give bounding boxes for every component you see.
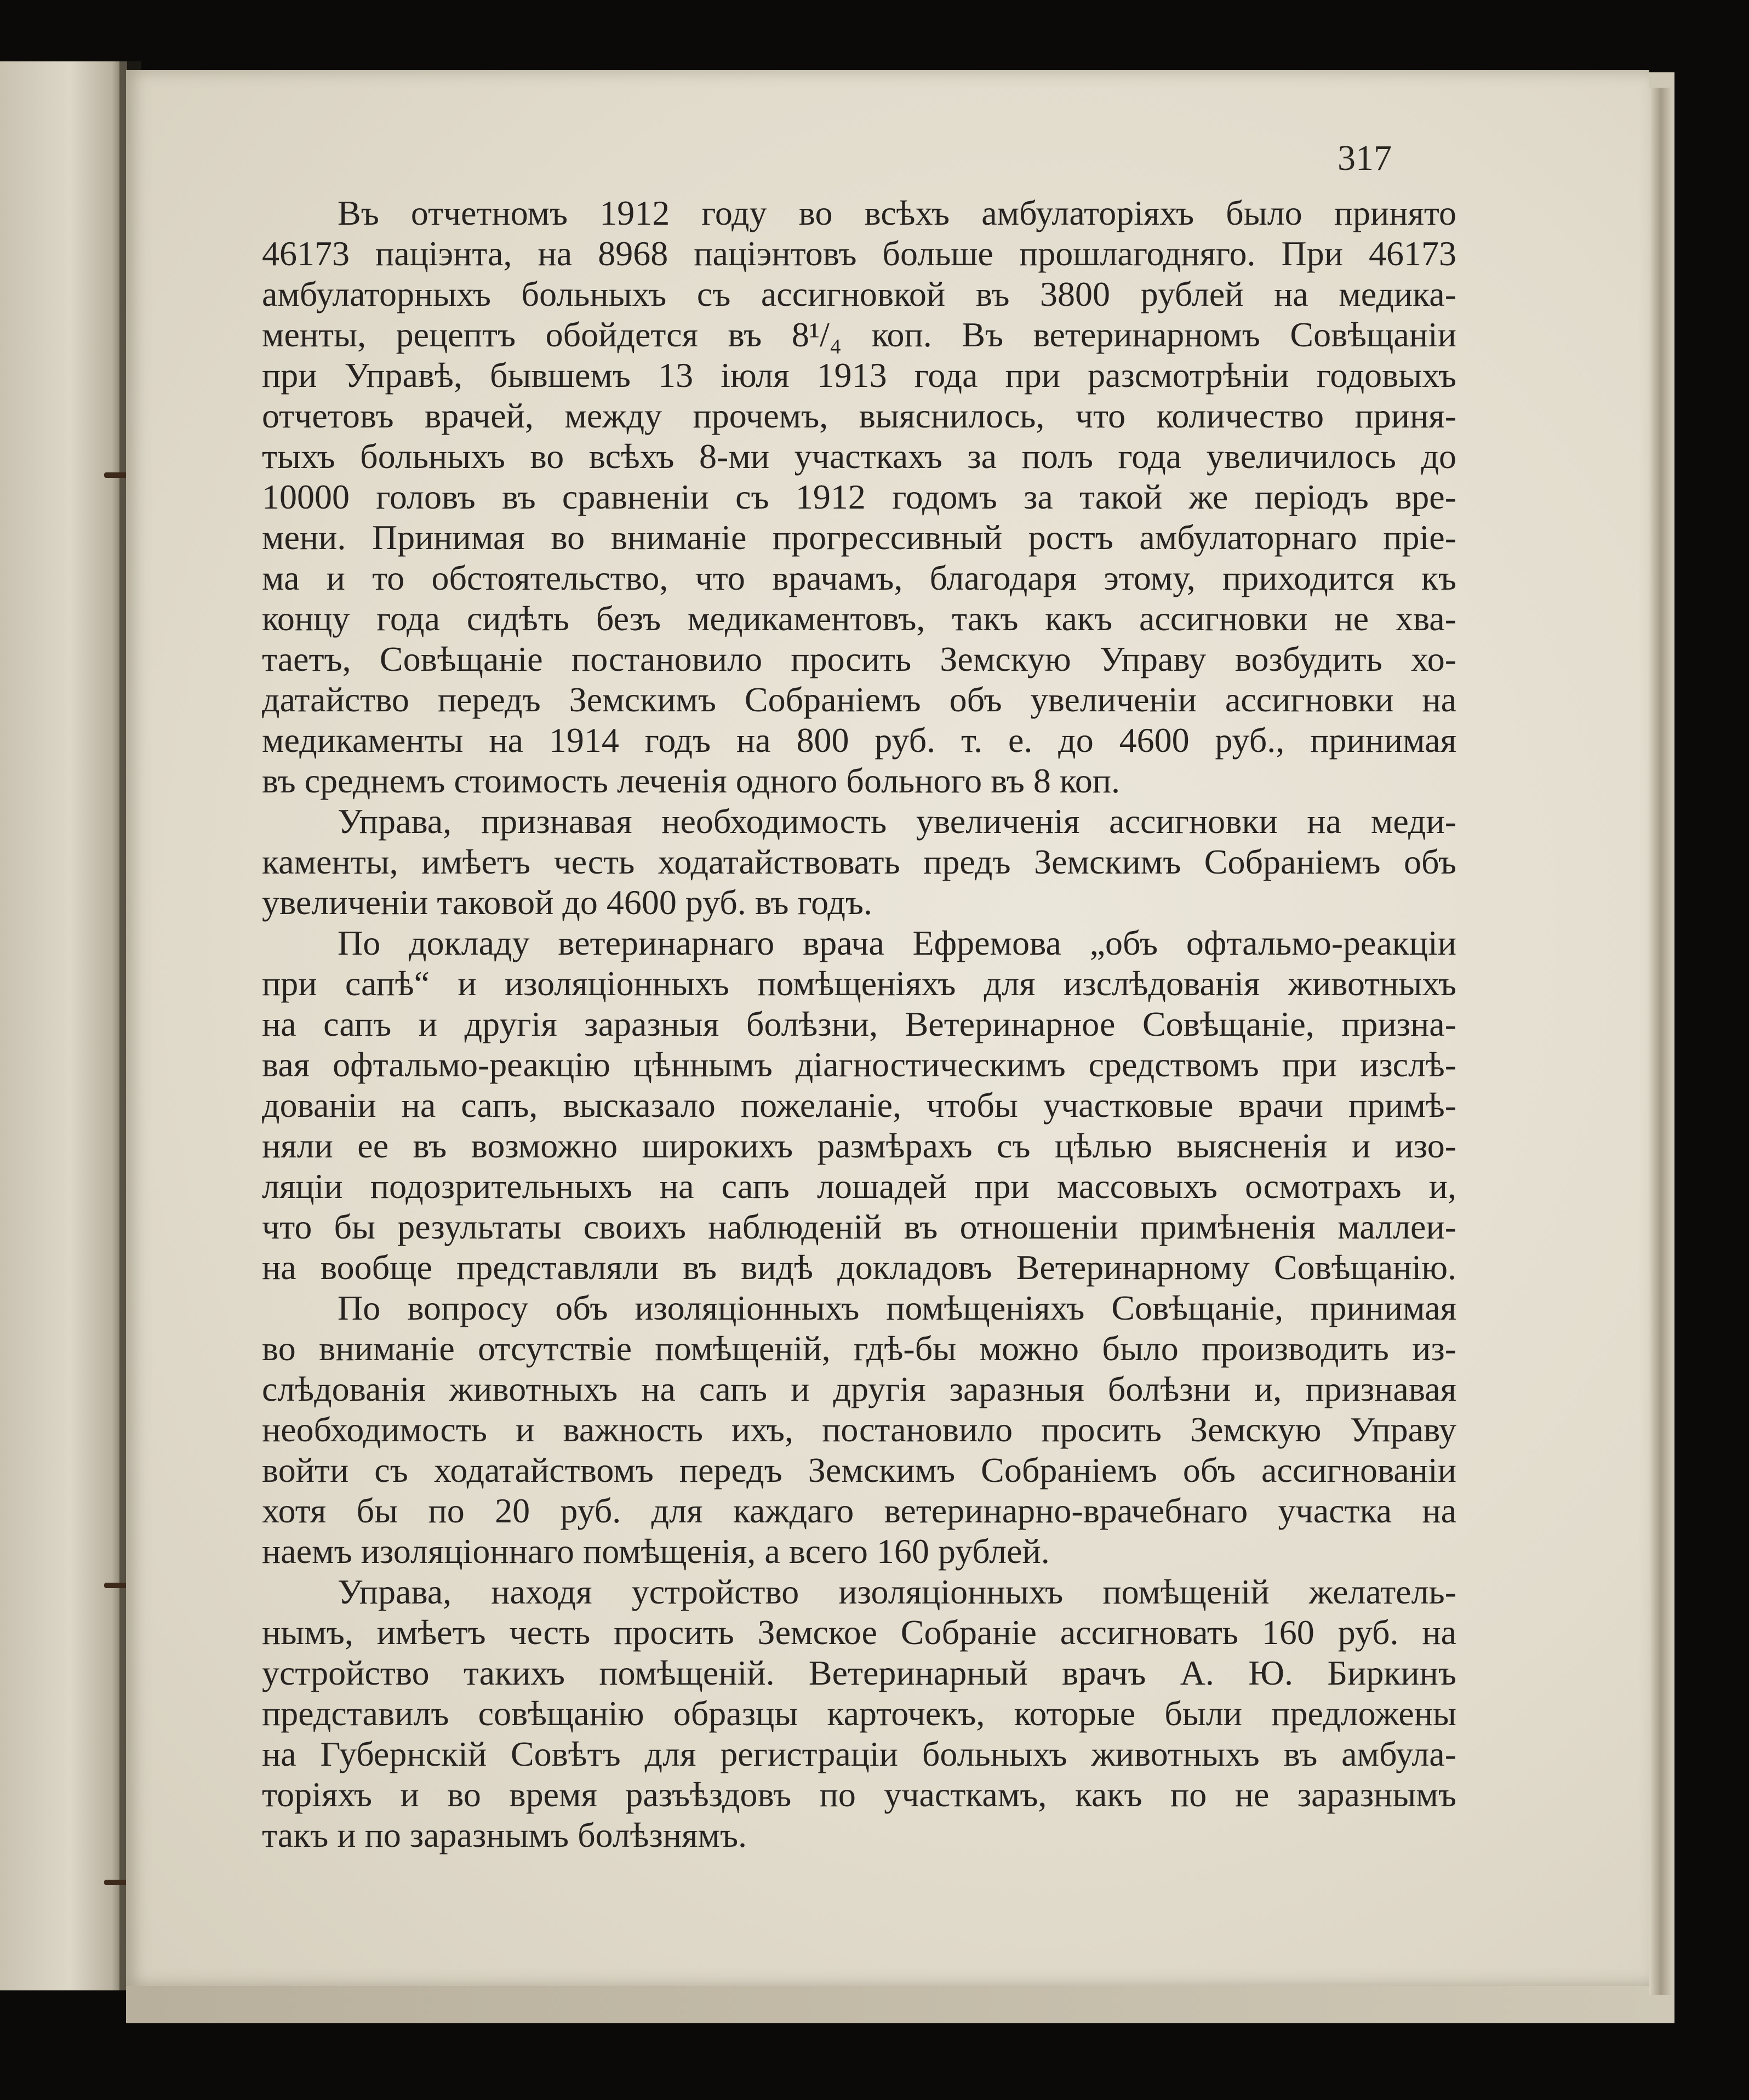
page-fore-edge [1649,88,1672,1995]
page-number: 317 [1338,138,1392,178]
text-line: тыхъ больныхъ во всѣхъ 8-ми участкахъ за полъ года увеличилось до [262,437,1456,476]
text-line: ляціи подозрительныхъ на сапъ лошадей при массовыхъ осмотрахъ и, [262,1167,1456,1206]
text-line: ма и то обстоятельство, что врачамъ, благодаря этому, приходится къ [262,558,1456,597]
text-line: 46173 паціэнта, на 8968 паціэнтовъ больше прошлагодняго. При 46173 [262,234,1456,273]
text-line: наемъ изоляціоннаго помѣщенія, а всего 160 рублей. [262,1532,1050,1571]
text-line: отчетовъ врачей, между прочемъ, выяснилось, что количество приня- [262,396,1456,435]
text-line: Управа, признавая необходимость увеличенія ассигновки на меди- [338,802,1456,841]
text-line: Управа, находя устройство изоляціонныхъ помѣщеній желатель- [338,1572,1456,1611]
text-line: няли ее въ возможно широкихъ размѣрахъ съ цѣлью выясненія и изо- [262,1126,1456,1165]
text-line: хотя бы по 20 руб. для каждаго ветеринарно-врачебнаго участка на [262,1491,1456,1530]
text-line: По докладу ветеринарнаго врача Ефремова „объ офтальмо-реакціи [338,923,1456,962]
text-line: дованіи на сапъ, высказало пожеланіе, чтобы участковые врачи примѣ- [262,1086,1456,1125]
text-line: на сапъ и другія заразныя болѣзни, Ветеринарное Совѣщаніе, призна- [262,1005,1456,1043]
text-line: мени. Принимая во вниманіе прогрессивный ростъ амбулаторнаго пріе- [262,518,1456,557]
text-line: торіяхъ и во время разъѣздовъ по участкамъ, какъ по не заразнымъ [262,1775,1456,1814]
facing-page-edge [0,61,127,1990]
text-line: слѣдованія животныхъ на сапъ и другія заразныя болѣзни и, признавая [262,1369,1456,1408]
text-line: при сапѣ“ и изоляціонныхъ помѣщеніяхъ для изслѣдованія животныхъ [262,964,1456,1003]
body-text [262,193,1456,1856]
text-line: таетъ, Совѣщаніе постановило просить Земскую Управу возбудить хо- [262,640,1456,678]
text-line: необходимость и важность ихъ, постановило просить Земскую Управу [262,1410,1456,1449]
text-line: 10000 головъ въ сравненіи съ 1912 годомъ за такой же періодъ вре- [262,477,1456,516]
text-line: амбулаторныхъ больныхъ съ ассигновкой въ 3800 рублей на медика- [262,275,1456,313]
text-line: на вообще представляли въ видѣ докладовъ Ветеринарному Совѣщанію. [262,1248,1456,1287]
text-line: датайство передъ Земскимъ Собраніемъ объ увеличеніи ассигновки на [262,680,1456,719]
text-line: менты, рецептъ обойдется въ 8¹/₄ коп. Въ ветеринарномъ Совѣщаніи [262,315,1456,354]
text-line: каменты, имѣетъ честь ходатайствовать предъ Земскимъ Собраніемъ объ [262,842,1456,881]
text-line: войти съ ходатайствомъ передъ Земскимъ Собраніемъ объ ассигнованіи [262,1451,1456,1490]
text-line: По вопросу объ изоляціонныхъ помѣщеніяхъ Совѣщаніе, принимая [338,1288,1456,1327]
text-line: увеличеніи таковой до 4600 руб. въ годъ. [262,883,872,922]
text-line: при Управѣ, бывшемъ 13 іюля 1913 года при разсмотрѣніи годовыхъ [262,356,1456,395]
text-line: Въ отчетномъ 1912 году во всѣхъ амбулаторіяхъ было принято [338,193,1456,232]
text-line: устройство такихъ помѣщеній. Ветеринарный врачъ А. Ю. Биркинъ [262,1653,1456,1692]
text-line: на Губернскій Совѣтъ для регистраціи больныхъ животныхъ въ амбула- [262,1734,1456,1773]
text-line: нымъ, имѣетъ честь просить Земское Собраніе ассигновать 160 руб. на [262,1613,1456,1652]
text-line: въ среднемъ стоимость леченія одного больного въ 8 коп. [262,761,1120,800]
text-line: вая офтальмо-реакцію цѣннымъ діагностическимъ средствомъ при изслѣ- [262,1045,1456,1084]
text-line: что бы результаты своихъ наблюденій въ отношеніи примѣненія маллеи- [262,1207,1456,1246]
text-line: медикаменты на 1914 годъ на 800 руб. т. е. до 4600 руб., принимая [262,721,1456,760]
text-line: представилъ совѣщанію образцы карточекъ, которые были предложены [262,1694,1456,1733]
text-line: концу года сидѣть безъ медикаментовъ, такъ какъ ассигновки не хва- [262,599,1456,638]
text-line: такъ и по заразнымъ болѣзнямъ. [262,1816,747,1854]
text-line: во вниманіе отсутствіе помѣщеній, гдѣ-бы можно было производить из- [262,1329,1456,1368]
